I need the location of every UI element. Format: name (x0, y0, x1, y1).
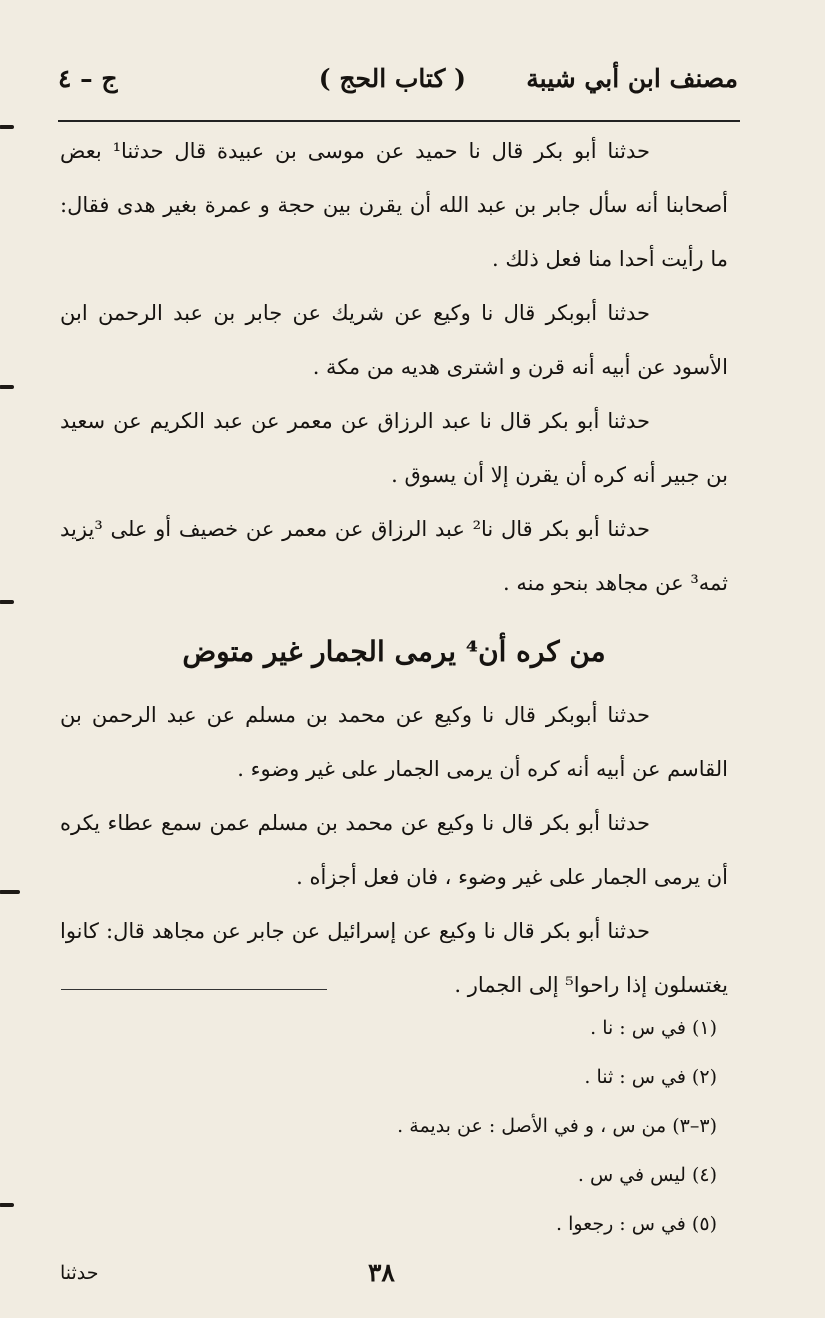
page-number: ٣٨ (368, 1258, 395, 1287)
header-rule (58, 120, 740, 122)
hadith-paragraph: حدثنا أبو بكر قال نا حميد عن موسى بن عبيدة قال حدثنا¹ بعض أصحابنا أنه سأل جابر بن عبد الله أن يقرن بين حجة و عمرة بغير هدى فقال: ما رأيت أحدا منا فعل ذلك . (60, 139, 728, 271)
footnote: (٤) ليس في س . (577, 1164, 717, 1186)
footnote: (٣–٣) من س ، و في الأصل : عن بديمة . (397, 1115, 717, 1137)
footnote: (٥) في س : رجعوا . (556, 1213, 717, 1235)
hadith-paragraph: حدثنا أبو بكر قال نا وكيع عن إسرائيل عن جابر عن مجاهد قال: كانوا يغتسلون إذا راحوا⁵ إلى الجمار . (60, 919, 728, 997)
volume-label: ج – ٤ (58, 64, 118, 93)
hadith-paragraph: حدثنا أبو بكر قال نا عبد الرزاق عن معمر عن عبد الكريم عن سعيد بن جبير أنه كره أن يقرن إلا أن يسوق . (60, 409, 728, 487)
section-heading: من كره أن⁴ يرمى الجمار غير متوض (182, 635, 606, 668)
margin-mark (0, 125, 14, 129)
hadith-paragraph: حدثنا أبو بكر قال نا وكيع عن محمد بن مسلم عمن سمع عطاء يكره أن يرمى الجمار على غير وضوء ، فان فعل أجزأه . (60, 811, 728, 889)
hadith-paragraph: حدثنا أبوبكر قال نا وكيع عن شريك عن جابر بن عبد الرحمن ابن الأسود عن أبيه أنه قرن و اشترى هديه من مكة . (60, 301, 728, 379)
footnote: (١) في س : نا . (590, 1017, 717, 1039)
footnote-rule (61, 989, 327, 990)
margin-mark (0, 385, 14, 389)
book-title: مصنف ابن أبي شيبة (526, 64, 738, 93)
margin-mark (0, 600, 14, 604)
footnote: (٢) في س : ثنا . (584, 1066, 717, 1088)
running-header (58, 64, 738, 104)
catchword: حدثنا (60, 1262, 99, 1284)
hadith-paragraph: حدثنا أبوبكر قال نا وكيع عن محمد بن مسلم عن عبد الرحمن بن القاسم عن أبيه أنه كره أن يرمى الجمار على غير وضوء . (60, 703, 728, 781)
margin-mark (0, 1203, 14, 1207)
hadith-paragraph: حدثنا أبو بكر قال نا² عبد الرزاق عن معمر عن خصيف أو على ³يزيد ثمه³ عن مجاهد بنحو منه . (60, 517, 728, 595)
main-text (60, 124, 728, 1012)
chapter-title: ( كتاب الحج ) (318, 64, 466, 93)
margin-mark (0, 890, 20, 894)
footnotes (397, 1004, 717, 1249)
